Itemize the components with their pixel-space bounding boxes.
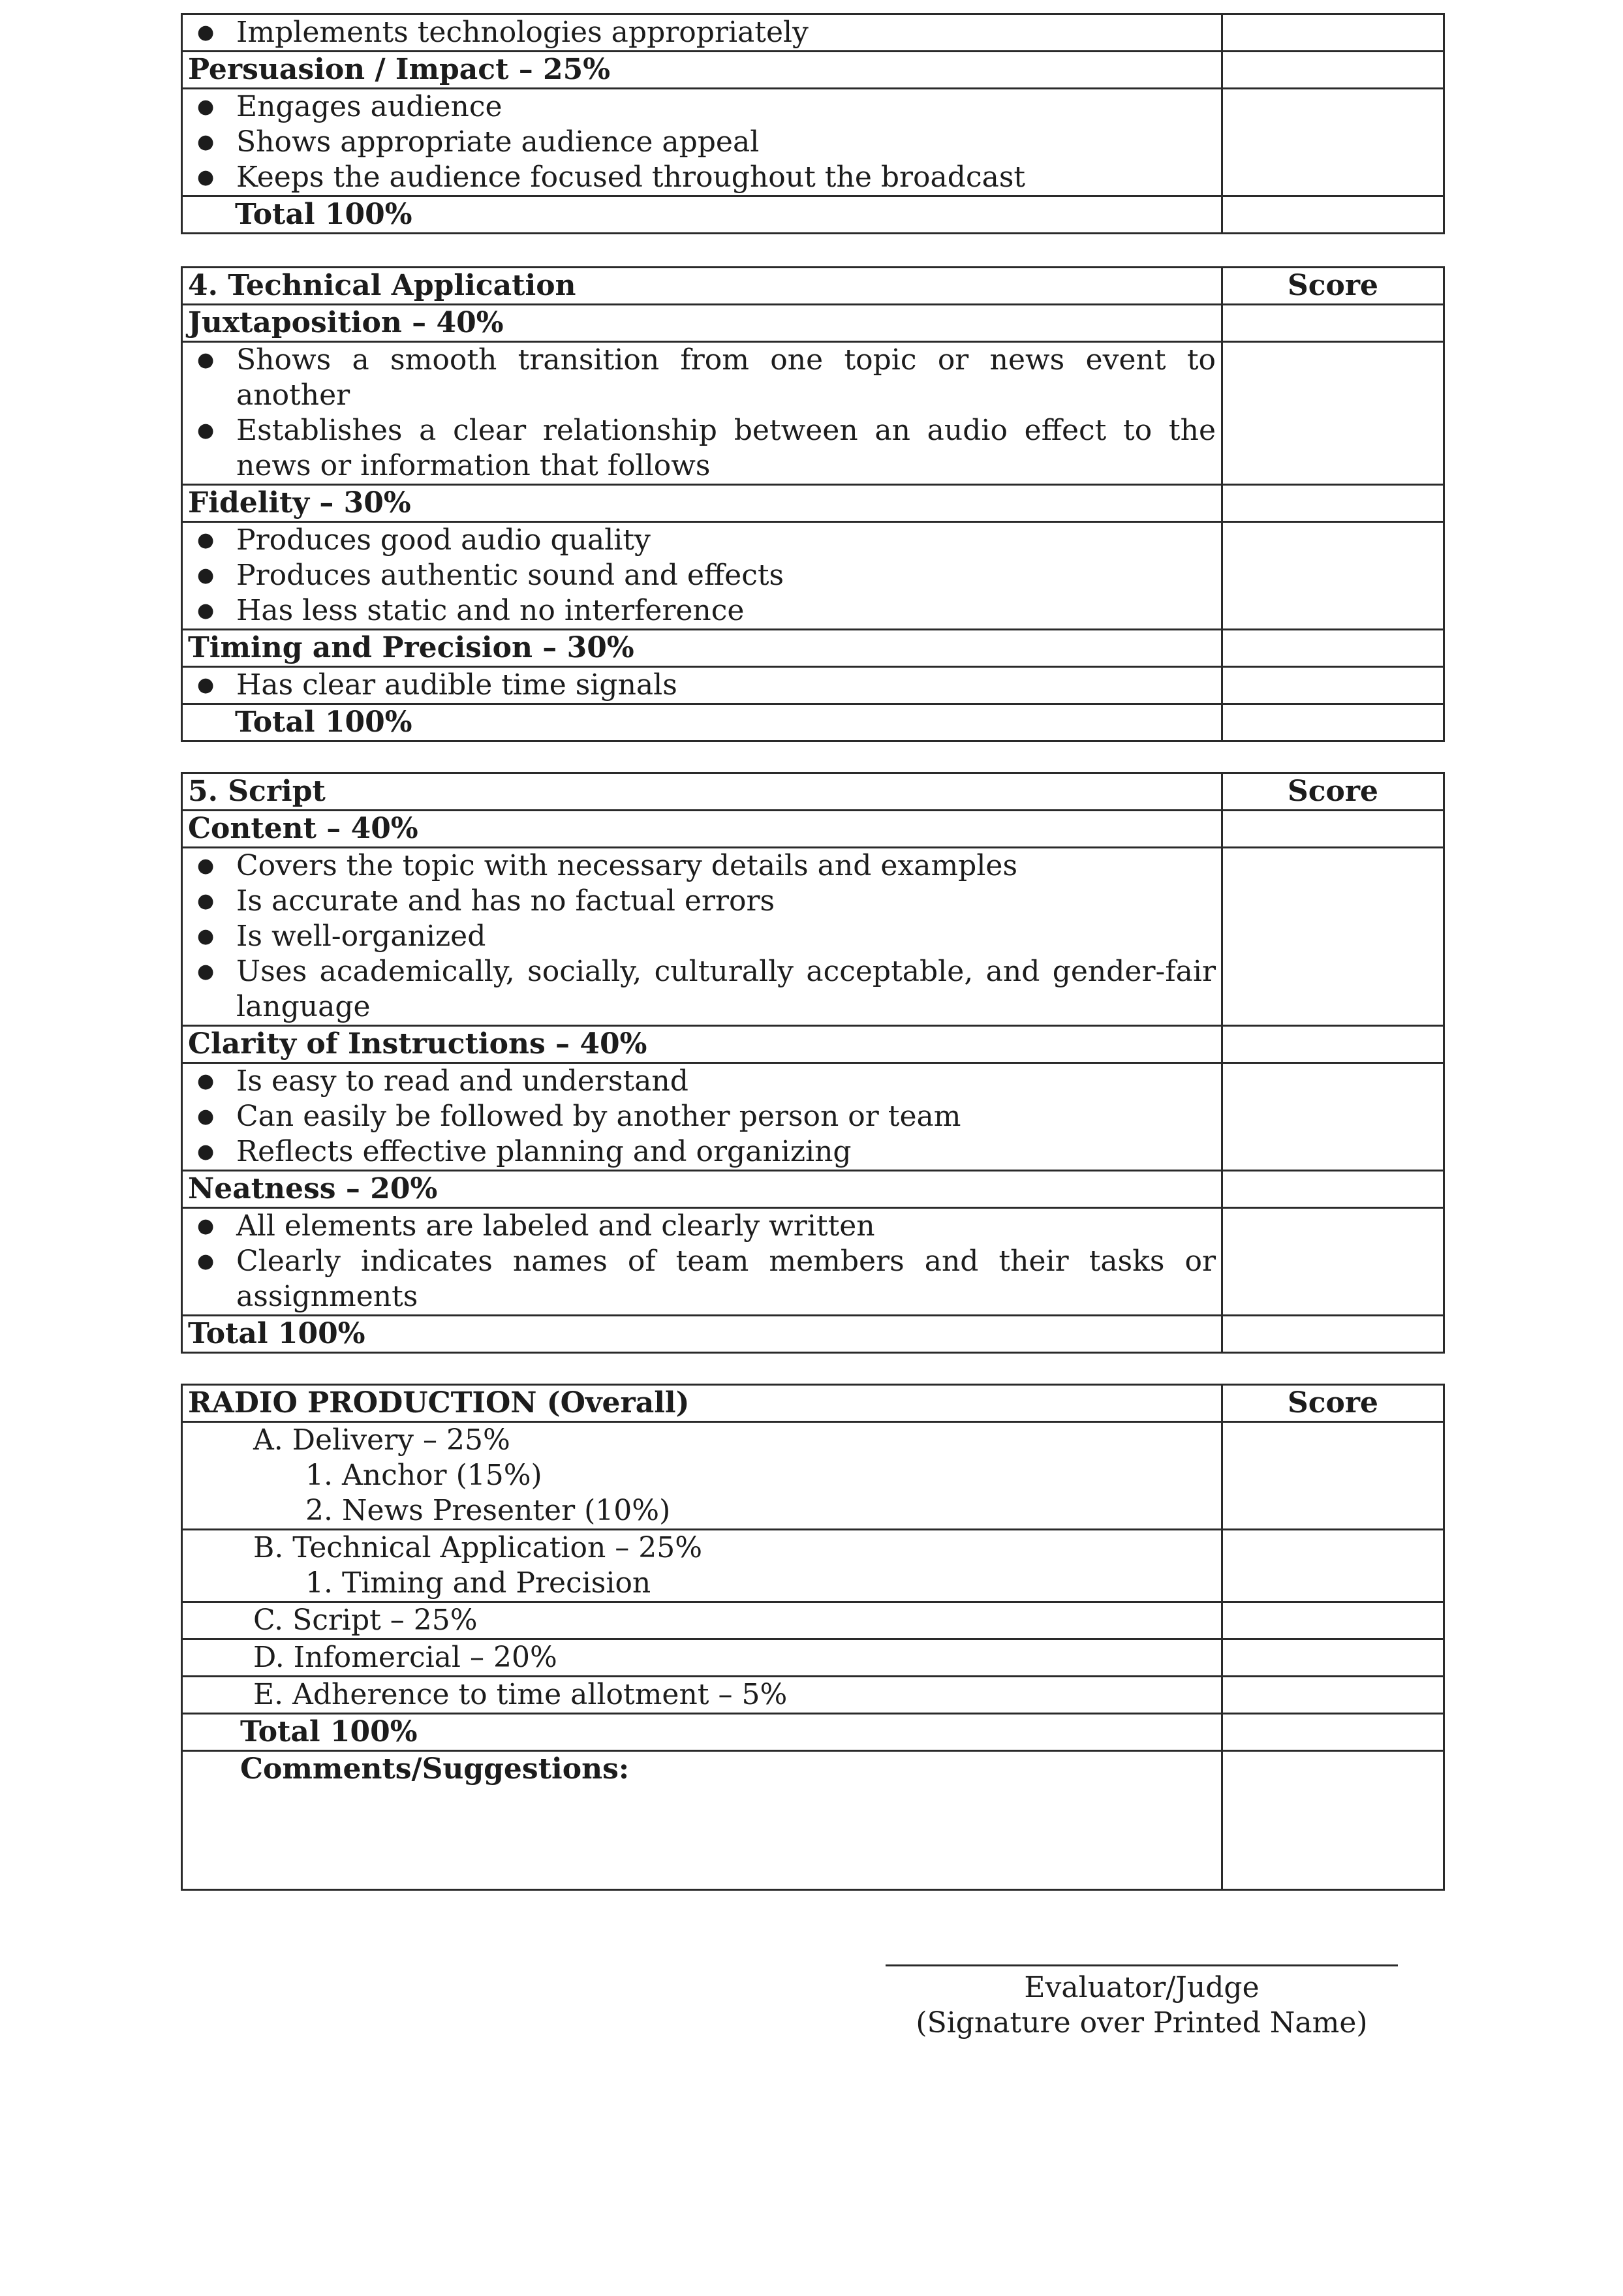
score-cell: [1222, 1316, 1444, 1353]
list-item: ● Produces authentic sound and effects: [188, 558, 1216, 593]
criteria-cell: [182, 14, 1222, 52]
overall-subitem: 1. Anchor (15%): [305, 1459, 542, 1492]
table-row: [182, 1677, 1444, 1714]
score-cell: [1222, 1208, 1444, 1316]
list-item: ● Is easy to read and understand: [188, 1064, 1216, 1099]
total-label: Total 100%: [240, 1715, 418, 1748]
table-row: [182, 1026, 1444, 1063]
comments-label: Comments/Suggestions:: [240, 1752, 630, 1786]
score-header: Score: [1222, 773, 1444, 811]
overall-subitem: 2. News Presenter (10%): [305, 1494, 671, 1527]
table-row: [182, 305, 1444, 342]
signature-role: Evaluator/Judge: [1024, 1971, 1260, 2004]
subsection-title: Persuasion / Impact – 25%: [182, 52, 1222, 89]
table-row: [182, 196, 1444, 234]
table-row: [182, 52, 1444, 89]
table-row: [182, 1063, 1444, 1171]
list-item: ● Shows appropriate audience appeal: [188, 125, 1216, 160]
score-cell: [1222, 522, 1444, 630]
overall-item: B. Technical Application – 25%: [253, 1531, 703, 1564]
list-item: ● Clearly indicates names of team members and their tasks or assignments: [188, 1244, 1216, 1314]
list-item: ● Engages audience: [188, 89, 1216, 125]
list-item: ● Has less static and no interference: [188, 593, 1216, 628]
table-row: [182, 773, 1444, 811]
table-row: [182, 485, 1444, 522]
signature-line[interactable]: [886, 1964, 1398, 1966]
score-header: Score: [1222, 268, 1444, 305]
criteria-cell: [182, 1208, 1222, 1316]
score-cell: [1222, 1530, 1444, 1602]
table-row: [182, 1602, 1444, 1639]
score-cell: [1222, 1714, 1444, 1751]
score-cell: [1222, 630, 1444, 667]
table-row: [182, 1751, 1444, 1890]
list-item: ● Has clear audible time signals: [188, 668, 1216, 703]
section-title: 5. Script: [182, 773, 1222, 811]
criteria-cell: [182, 1530, 1222, 1602]
list-item: ● Shows a smooth transition from one topic or news event to another: [188, 343, 1216, 413]
signature-block: [886, 1964, 1398, 2041]
table-row: [182, 268, 1444, 305]
table-row: [182, 14, 1444, 52]
table-row: [182, 89, 1444, 196]
score-cell: [1222, 704, 1444, 741]
list-item: ● Produces good audio quality: [188, 523, 1216, 558]
section-title: RADIO PRODUCTION (Overall): [182, 1385, 1222, 1422]
score-cell: [1222, 1677, 1444, 1714]
list-item: ● Implements technologies appropriately: [188, 15, 1216, 50]
list-item: ● Reflects effective planning and organizing: [188, 1134, 1216, 1170]
criteria-cell: [182, 522, 1222, 630]
subsection-title: Neatness – 20%: [182, 1171, 1222, 1208]
table-radio-production-overall: [181, 1384, 1445, 1891]
score-cell: [1222, 848, 1444, 1026]
criteria-cell: [182, 848, 1222, 1026]
table-section3-tail: [181, 13, 1445, 234]
table-row: [182, 811, 1444, 848]
list-item: ● All elements are labeled and clearly written: [188, 1209, 1216, 1244]
table-row: [182, 1171, 1444, 1208]
criteria-cell: [182, 667, 1222, 704]
subsection-title: Content – 40%: [182, 811, 1222, 848]
table-row: [182, 1385, 1444, 1422]
comments-cell[interactable]: [182, 1751, 1222, 1890]
list-item: ● Uses academically, socially, culturally acceptable, and gender-fair language: [188, 954, 1216, 1025]
score-cell: [1222, 1422, 1444, 1530]
table-row: [182, 1530, 1444, 1602]
subsection-title: Clarity of Instructions – 40%: [182, 1026, 1222, 1063]
table-row: [182, 1208, 1444, 1316]
table-row: [182, 848, 1444, 1026]
subsection-title: Juxtaposition – 40%: [182, 305, 1222, 342]
score-cell: [1222, 667, 1444, 704]
list-item: ● Can easily be followed by another person or team: [188, 1099, 1216, 1134]
score-cell: [1222, 52, 1444, 89]
score-cell: [1222, 485, 1444, 522]
score-cell: [1222, 811, 1444, 848]
table-technical-application: [181, 266, 1445, 742]
criteria-cell: [182, 342, 1222, 485]
total-label: Total 100%: [182, 1316, 1222, 1353]
overall-item: D. Infomercial – 20%: [253, 1641, 557, 1674]
table-row: [182, 522, 1444, 630]
section-title: 4. Technical Application: [182, 268, 1222, 305]
criteria-cell: [182, 1677, 1222, 1714]
table-row: [182, 342, 1444, 485]
subsection-title: Fidelity – 30%: [182, 485, 1222, 522]
overall-item: C. Script – 25%: [253, 1604, 478, 1637]
table-row: [182, 704, 1444, 741]
total-label: Total 100%: [182, 704, 1222, 741]
list-item: ● Covers the topic with necessary details and examples: [188, 848, 1216, 884]
list-item: ● Is accurate and has no factual errors: [188, 884, 1216, 919]
criteria-cell: [182, 1602, 1222, 1639]
score-cell: [1222, 1751, 1444, 1890]
table-row: [182, 630, 1444, 667]
criteria-cell: [182, 89, 1222, 196]
score-cell: [1222, 1063, 1444, 1171]
score-cell: [1222, 1639, 1444, 1677]
table-row: [182, 1639, 1444, 1677]
table-row: [182, 1422, 1444, 1530]
overall-item: A. Delivery – 25%: [253, 1423, 510, 1457]
list-item: ● Is well-organized: [188, 919, 1216, 954]
total-label: Total 100%: [182, 196, 1222, 234]
list-item: ● Keeps the audience focused throughout the broadcast: [188, 160, 1216, 195]
criteria-cell: [182, 1639, 1222, 1677]
signature-caption: (Signature over Printed Name): [916, 2006, 1368, 2040]
table-row: [182, 667, 1444, 704]
list-item: ● Establishes a clear relationship between an audio effect to the news or information that follows: [188, 413, 1216, 484]
subsection-title: Timing and Precision – 30%: [182, 630, 1222, 667]
table-script: [181, 772, 1445, 1354]
criteria-cell: [182, 1714, 1222, 1751]
score-cell: [1222, 342, 1444, 485]
score-cell: [1222, 89, 1444, 196]
score-cell: [1222, 1602, 1444, 1639]
table-row: [182, 1316, 1444, 1353]
overall-item: E. Adherence to time allotment – 5%: [253, 1678, 788, 1711]
table-row: [182, 1714, 1444, 1751]
score-cell: [1222, 14, 1444, 52]
score-cell: [1222, 1171, 1444, 1208]
overall-subitem: 1. Timing and Precision: [305, 1566, 651, 1600]
score-cell: [1222, 1026, 1444, 1063]
score-cell: [1222, 196, 1444, 234]
criteria-cell: [182, 1063, 1222, 1171]
criteria-cell: [182, 1422, 1222, 1530]
score-cell: [1222, 305, 1444, 342]
score-header: Score: [1222, 1385, 1444, 1422]
